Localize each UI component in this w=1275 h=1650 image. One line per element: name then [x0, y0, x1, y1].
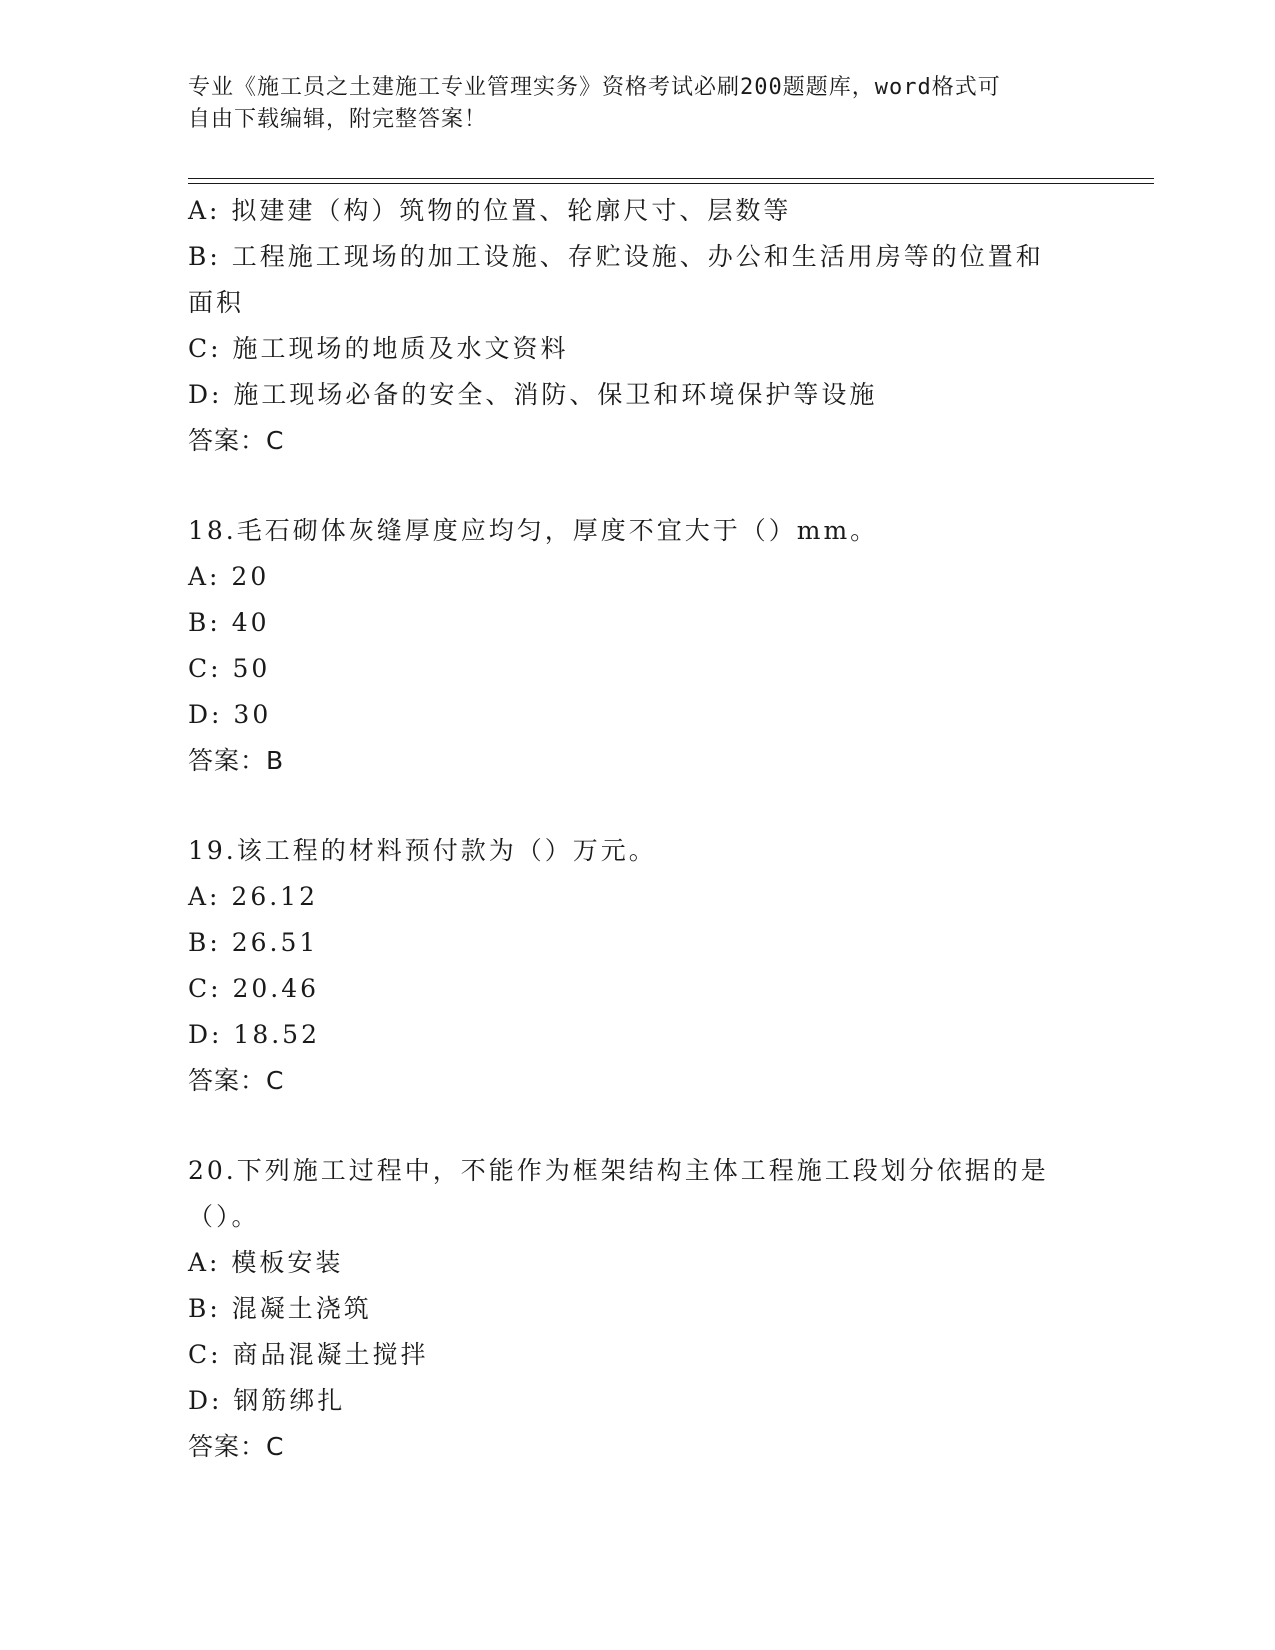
header-title-line-2: 自由下载编辑，附完整答案！ — [188, 107, 488, 132]
question-17 — [188, 188, 1088, 464]
question-20 — [188, 1148, 1088, 1470]
option-b: B: 工程施工现场的加工设施、存贮设施、办公和生活用房等的位置和 — [188, 242, 1044, 271]
option-d: D: 钢筋绑扎 — [188, 1386, 346, 1415]
option-d: D: 18.52 — [188, 1020, 320, 1049]
option-c: C: 施工现场的地质及水文资料 — [188, 334, 569, 363]
option-a: A: 拟建建（构）筑物的位置、轮廓尺寸、层数等 — [188, 196, 792, 225]
header-divider-bottom — [188, 183, 1154, 184]
option-c: C: 50 — [188, 654, 271, 683]
option-d: D: 30 — [188, 700, 272, 729]
question-text: 18.毛石砌体灰缝厚度应均匀，厚度不宜大于（）mm。 — [188, 516, 879, 545]
option-d: D: 施工现场必备的安全、消防、保卫和环境保护等设施 — [188, 380, 878, 409]
option-b: B: 混凝土浇筑 — [188, 1294, 372, 1323]
answer: 答案：C — [188, 426, 285, 455]
question-text-line-1: 20.下列施工过程中，不能作为框架结构主体工程施工段划分依据的是 — [188, 1156, 1049, 1185]
option-c: C: 20.46 — [188, 974, 320, 1003]
question-18 — [188, 508, 1088, 784]
option-a: A: 模板安装 — [188, 1248, 344, 1277]
answer: 答案：C — [188, 1066, 285, 1095]
option-b: B: 26.51 — [188, 928, 319, 957]
header-divider-top — [188, 178, 1154, 179]
question-text: 19.该工程的材料预付款为（）万元。 — [188, 836, 657, 865]
question-19 — [188, 828, 1088, 1104]
answer: 答案：B — [188, 746, 285, 775]
header-title-line-1: 专业《施工员之土建施工专业管理实务》资格考试必刷200题题库，word格式可 — [188, 75, 1001, 100]
option-a: A: 26.12 — [188, 882, 318, 911]
document-header — [188, 72, 1068, 136]
option-c: C: 商品混凝土搅拌 — [188, 1340, 429, 1369]
option-b: B: 40 — [188, 608, 270, 637]
question-list — [188, 188, 1088, 1470]
option-a: A: 20 — [188, 562, 270, 591]
answer: 答案：C — [188, 1432, 285, 1461]
question-text-line-2: （）。 — [188, 1202, 260, 1231]
option-b-continuation: 面积 — [188, 288, 245, 317]
